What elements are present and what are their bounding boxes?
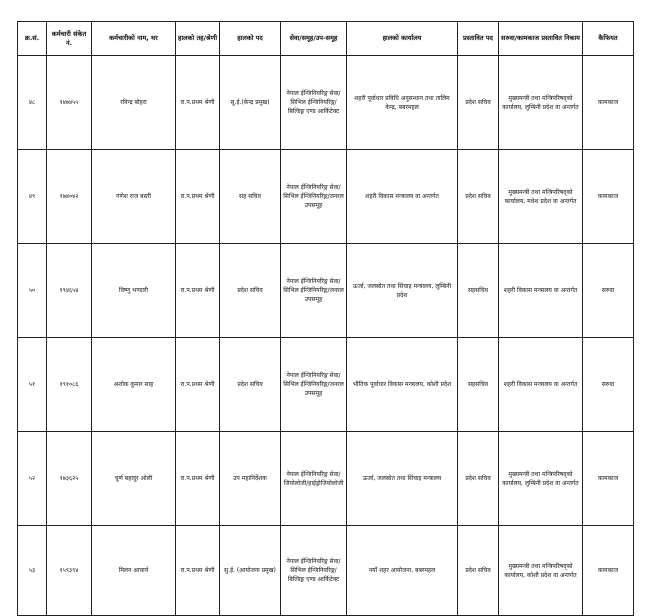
cell-employee-name: गणेश राज बस्ती [92, 150, 176, 244]
cell-remark: कामकाज [583, 150, 634, 244]
cell-current-post: उप महानिर्देशक [220, 432, 281, 526]
cell-remark: कामकाज [583, 432, 634, 526]
cell-proposed-post: सहसचिव [458, 338, 499, 432]
transfer-table [17, 21, 634, 616]
cell-remark: कामकाज [583, 526, 634, 616]
header-serial: क्र.सं. [18, 22, 47, 56]
header-proposed-post: प्रस्तावित पद [458, 22, 499, 56]
cell-employee-name: चुर्ण बहादुर ओली [92, 432, 176, 526]
cell-service-group: नेपाल ईन्जिनियरिङ्ग सेवा/सिभिल ईन्जिनियरिङ्ग/बिल्डिङ्ग एण्ड आर्किटेक्ट [281, 56, 347, 150]
cell-employee-code: १९१०८६ [47, 338, 92, 432]
table-row [18, 56, 634, 150]
cell-proposed-post: प्रदेश सचिव [458, 432, 499, 526]
cell-current-level: रा.प.प्रथम श्रेणी [176, 56, 220, 150]
cell-serial: ५० [18, 244, 47, 338]
cell-current-level: रा.प.प्रथम श्रेणी [176, 432, 220, 526]
table-row [18, 244, 634, 338]
cell-current-post: सु.ई.(केन्द्र प्रमुख) [220, 56, 281, 150]
cell-current-post: प्रदेश सचिव [220, 338, 281, 432]
cell-proposed-body: मुख्यमन्त्री तथा मन्त्रिपरिषद्को कार्यालय, लुम्बिनी प्रदेश वा अन्तर्गत [499, 432, 583, 526]
cell-remark: सरुवा [583, 338, 634, 432]
cell-proposed-post: सहसचिव [458, 244, 499, 338]
cell-current-office: शहरी विकास मन्त्रालय वा अन्तर्गत [347, 150, 458, 244]
header-employee-code: कर्मचारी संकेत नं. [47, 22, 92, 56]
header-proposed-body: सरुवा/कामकाज प्रस्तावित निकाय [499, 22, 583, 56]
cell-proposed-body: शहरी विकास मन्त्रालय वा अन्तर्गत [499, 338, 583, 432]
cell-current-post: सु.ई. (आयोजना प्रमुख) [220, 526, 281, 616]
cell-current-level: रा.प.प्रथम श्रेणी [176, 338, 220, 432]
cell-proposed-post: प्रदेश सचिव [458, 526, 499, 616]
transfer-decision-table-page [17, 21, 633, 616]
cell-proposed-body: मुख्यमन्त्री तथा मन्त्रिपरिषद्को कार्यालय, लुम्बिनी प्रदेश वा अन्तर्गत [499, 56, 583, 150]
cell-employee-name: अशोक कुमार साह [92, 338, 176, 432]
header-service-group: सेवा/समूह/उप-समूह [281, 22, 347, 56]
cell-serial: ५२ [18, 432, 47, 526]
cell-service-group: नेपाल ईन्जिनियरिङ्ग सेवा/सिभिल ईन्जिनियरिङ्ग/बिल्डिङ्ग एण्ड आर्किटेक्ट [281, 526, 347, 616]
header-current-level: हालको तह/श्रेणी [176, 22, 220, 56]
cell-current-level: रा.प.प्रथम श्रेणी [176, 244, 220, 338]
table-row [18, 432, 634, 526]
cell-current-office: भौतिक पूर्वाधार विकास मन्त्रालय, कोशी प्रदेश [347, 338, 458, 432]
header-remark: कैफियत [583, 22, 634, 56]
table-header-row [18, 22, 634, 56]
header-current-office: हालको कार्यालय [347, 22, 458, 56]
cell-service-group: नेपाल ईन्जिनियरिङ्ग सेवा/जियोलोजी/हाईड्रोजियोलोजी [281, 432, 347, 526]
cell-current-post: सह सचिव [220, 150, 281, 244]
cell-proposed-post: प्रदेश सचिव [458, 56, 499, 150]
cell-employee-code: १७४०४२ [47, 150, 92, 244]
cell-current-office: ऊर्जा, जलस्रोत तथा सिंचाइ मन्त्रालय, लुम्बिनी प्रदेश [347, 244, 458, 338]
cell-proposed-post: प्रदेश सचिव [458, 150, 499, 244]
table-row [18, 150, 634, 244]
cell-employee-name: रविन्द्र बोहरा [92, 56, 176, 150]
header-employee-name: कर्मचारीको नाम, थर [92, 22, 176, 56]
cell-remark: कामकाज [583, 56, 634, 150]
cell-remark: सरुवा [583, 244, 634, 338]
cell-employee-name: विष्णु भण्डारी [92, 244, 176, 338]
cell-employee-name: मिलन आचार्य [92, 526, 176, 616]
cell-serial: ४८ [18, 56, 47, 150]
cell-serial: ५३ [18, 526, 47, 616]
cell-employee-code: १९४६५४ [47, 244, 92, 338]
cell-current-level: रा.प.प्रथम श्रेणी [176, 150, 220, 244]
cell-serial: ५१ [18, 338, 47, 432]
table-row [18, 338, 634, 432]
cell-current-office: शहरी पूर्वाधार प्रविधि अनुसन्धान तथा तालिम केन्द्र, बबरमहल [347, 56, 458, 150]
cell-employee-code: १५९३९४ [47, 526, 92, 616]
cell-proposed-body: शहरी विकास मन्त्रालय वा अन्तर्गत [499, 244, 583, 338]
header-current-post: हालको पद [220, 22, 281, 56]
cell-proposed-body: मुख्यमन्त्री तथा मन्त्रिपरिषद्को कार्यालय, मधेश प्रदेश वा अन्तर्गत [499, 150, 583, 244]
cell-service-group: नेपाल ईन्जिनियरिङ्ग सेवा/सिभिल ईन्जिनियरिङ्ग/जनरल उपसमूह [281, 150, 347, 244]
cell-employee-code: १७३६२५ [47, 432, 92, 526]
table-row [18, 526, 634, 616]
cell-current-post: प्रदेश सचिव [220, 244, 281, 338]
cell-employee-code: १४७४५५ [47, 56, 92, 150]
cell-proposed-body: मुख्यमन्त्री तथा मन्त्रिपरिषद्को कार्यालय, कोशी प्रदेश वा अन्तर्गत [499, 526, 583, 616]
cell-service-group: नेपाल ईन्जिनियरिङ्ग सेवा/सिभिल ईन्जिनियरिङ्ग/जनरल उपसमूह [281, 338, 347, 432]
cell-current-office: नयाँ शहर आयोजना, बबरमहल [347, 526, 458, 616]
cell-current-level: रा.प.प्रथम श्रेणी [176, 526, 220, 616]
cell-current-office: ऊर्जा, जलस्रोत तथा सिंचाइ मन्त्रालय [347, 432, 458, 526]
cell-serial: ४९ [18, 150, 47, 244]
cell-service-group: नेपाल ईन्जिनियरिङ्ग सेवा/सिभिल ईन्जिनियरिङ्ग/जनरल उपसमूह [281, 244, 347, 338]
